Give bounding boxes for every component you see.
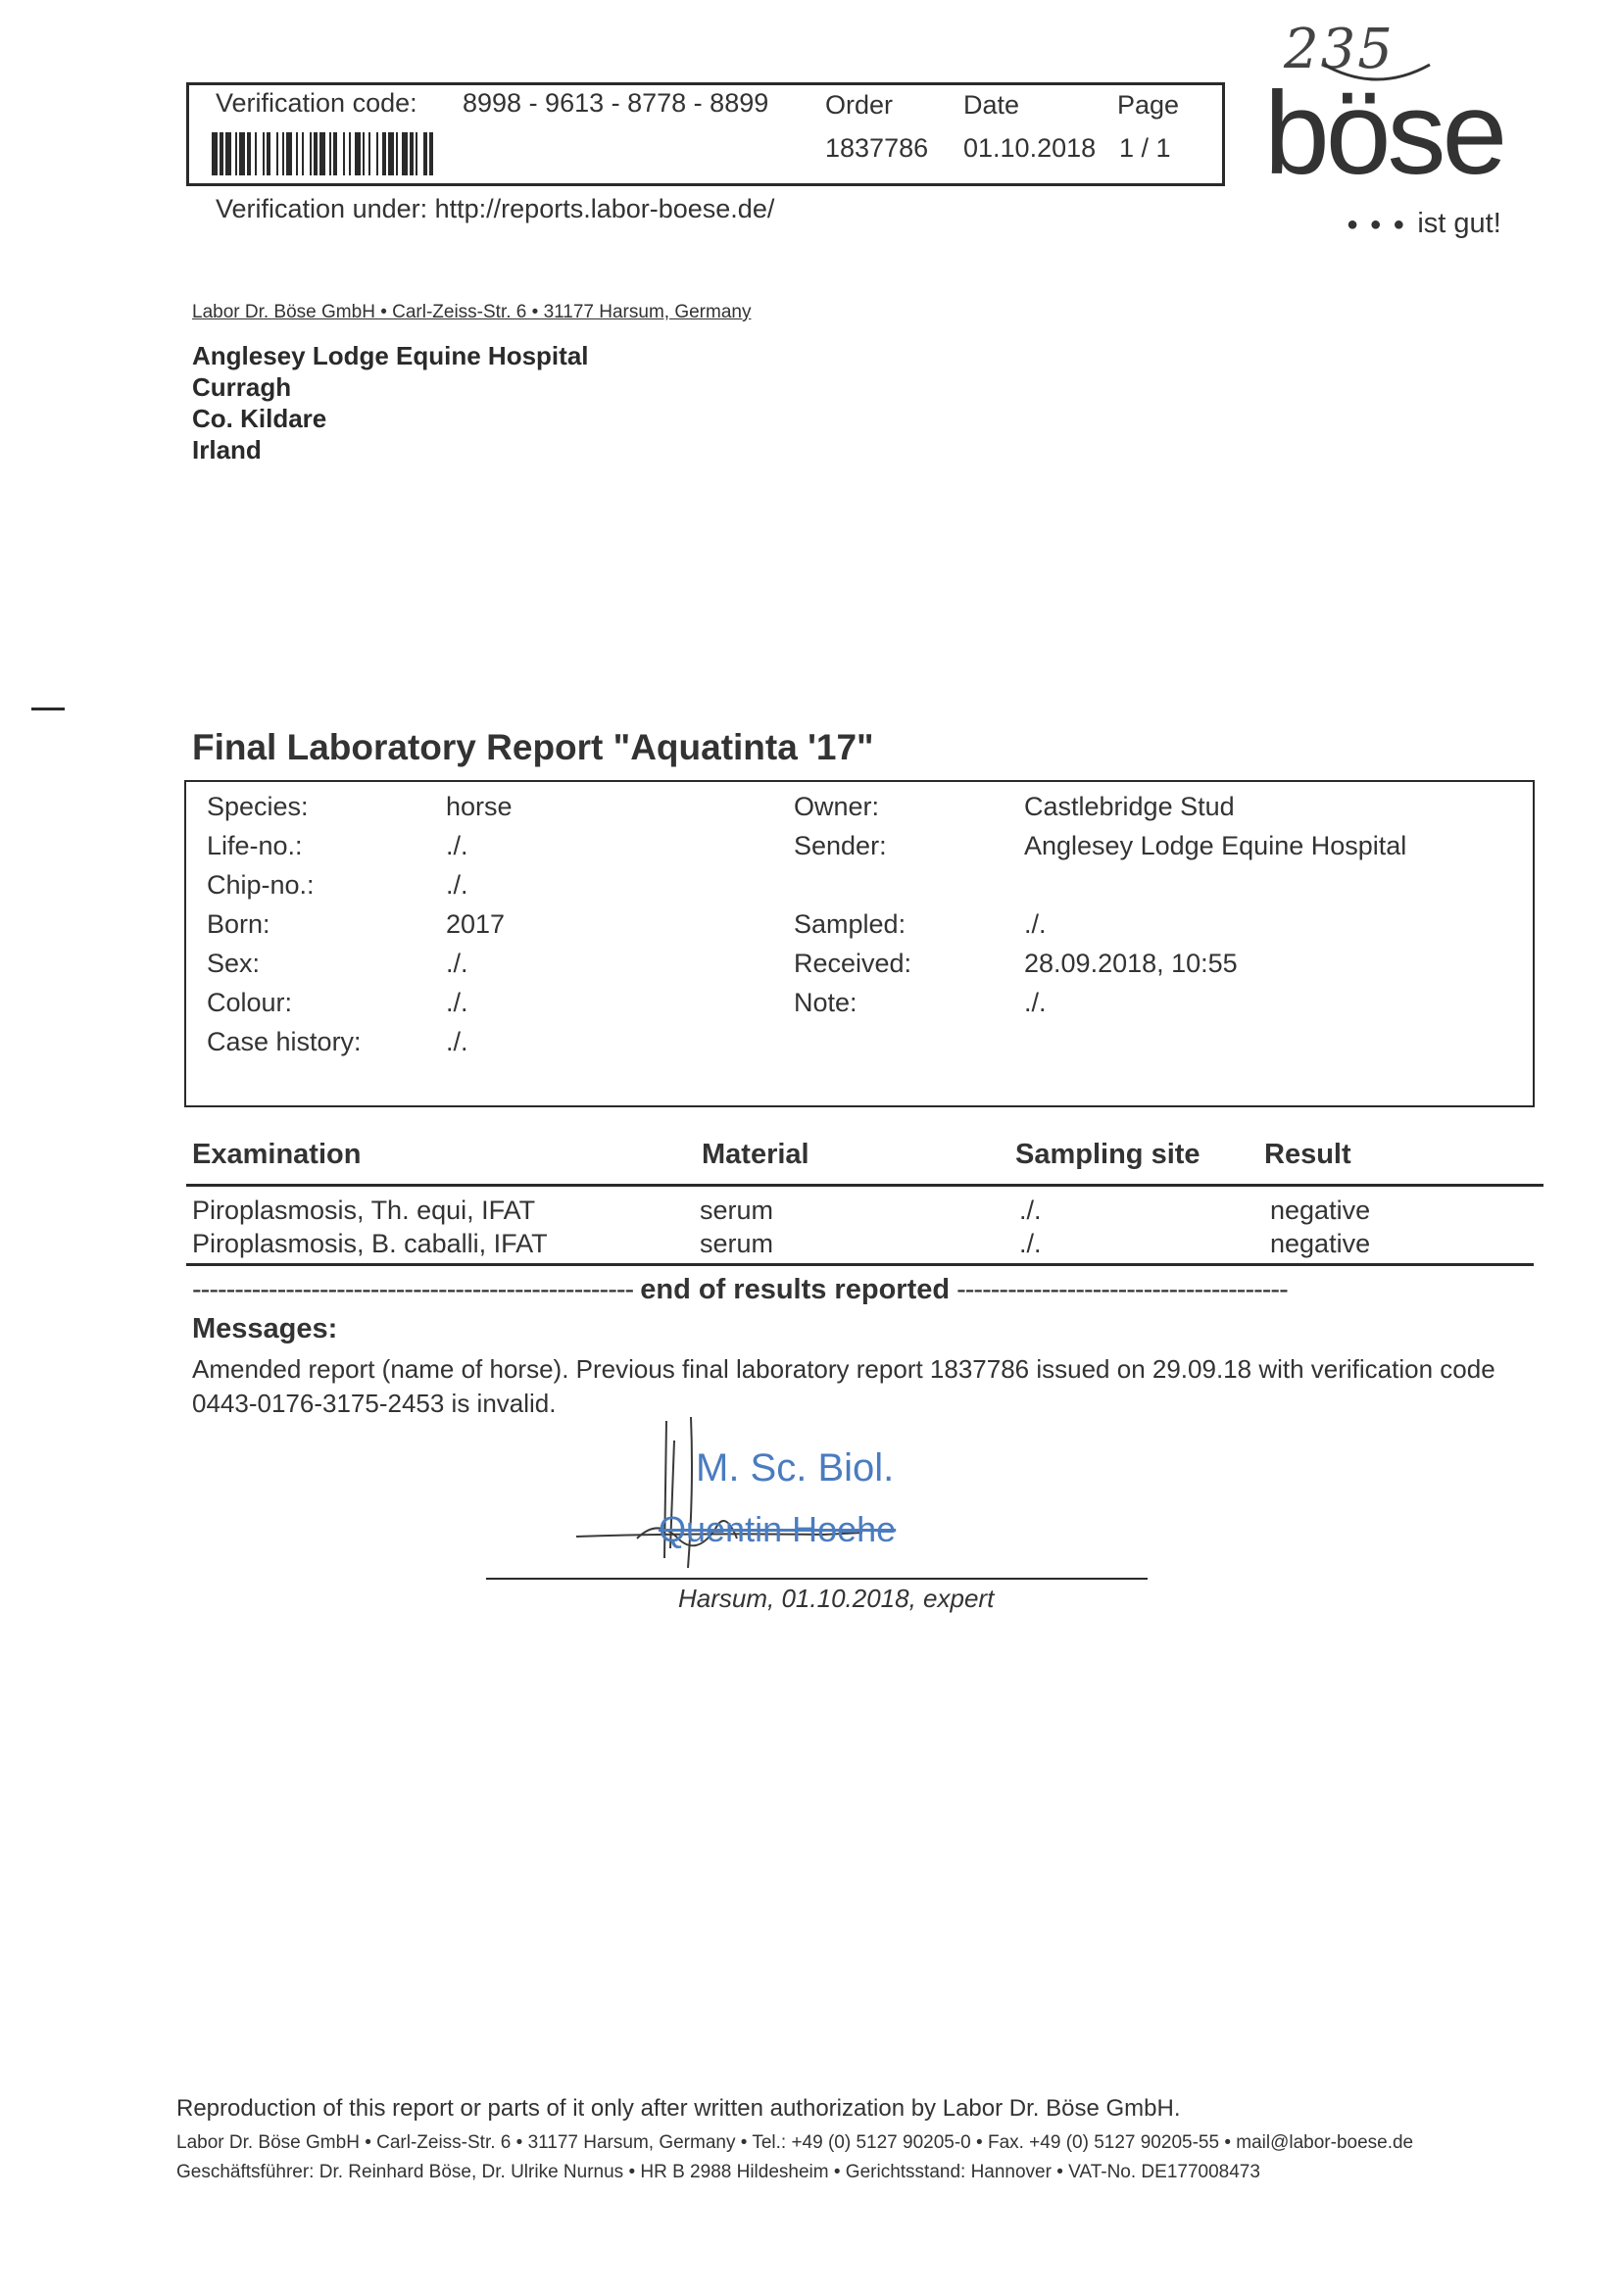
- handwritten-page-number: 235: [1284, 18, 1395, 81]
- info-label: Case history:: [207, 1027, 362, 1056]
- column-header-examination: Examination: [192, 1139, 362, 1170]
- fold-mark: [31, 708, 65, 710]
- table-cell-material: serum: [700, 1196, 774, 1225]
- animal-info-box: [184, 780, 1535, 1107]
- barcode-bar: [276, 132, 278, 175]
- info-label: Species:: [207, 792, 309, 821]
- barcode-bar: [423, 132, 427, 175]
- info-label: Received:: [794, 949, 912, 978]
- info-value: 28.09.2018, 10:55: [1024, 949, 1238, 978]
- footer-reproduction-notice: Reproduction of this report or parts of it only after written authorization by Labor Dr. Böse GmbH.: [176, 2095, 1181, 2122]
- table-cell-sampling-site: ./.: [1019, 1196, 1042, 1225]
- barcode-bar: [410, 132, 414, 175]
- column-header-result: Result: [1264, 1139, 1351, 1170]
- barcode-bar: [429, 132, 433, 175]
- recipient-name: Anglesey Lodge Equine Hospital: [192, 341, 589, 370]
- page-label: Page: [1117, 90, 1180, 120]
- table-cell-result: negative: [1270, 1229, 1371, 1258]
- date-label: Date: [963, 90, 1020, 120]
- info-label: Owner:: [794, 792, 880, 821]
- info-label: Life-no.:: [207, 831, 303, 860]
- barcode-bar: [368, 132, 370, 175]
- info-label: Chip-no.:: [207, 870, 315, 900]
- barcode-bar: [382, 132, 386, 175]
- table-cell-examination: Piroplasmosis, B. caballi, IFAT: [192, 1229, 548, 1258]
- info-value: ./.: [1024, 988, 1047, 1017]
- signature-caption: Harsum, 01.10.2018, expert: [678, 1584, 995, 1613]
- info-value: horse: [446, 792, 513, 821]
- barcode-bar: [388, 132, 394, 175]
- table-cell-result: negative: [1270, 1196, 1371, 1225]
- order-value: 1837786: [825, 133, 929, 163]
- table-top-rule: [186, 1184, 1544, 1187]
- barcode-bar: [376, 132, 378, 175]
- info-label: Note:: [794, 988, 858, 1017]
- messages-text: Amended report (name of horse). Previous final laboratory report 1837786 issued on 29.09.18 with verification code 0443-0176-3175-2453 is invalid.: [192, 1354, 1495, 1418]
- info-value: ./.: [446, 870, 468, 900]
- barcode-bar: [363, 132, 365, 175]
- barcode-graphic: [212, 132, 547, 175]
- barcode-bar: [349, 132, 351, 175]
- info-value: ./.: [446, 988, 468, 1017]
- info-value: ./.: [446, 831, 468, 860]
- barcode-bar: [255, 132, 257, 175]
- barcode-bar: [402, 132, 408, 175]
- info-value: ./.: [446, 1027, 468, 1056]
- footer-management-line: Geschäftsführer: Dr. Reinhard Böse, Dr. Ulrike Nurnus • HR B 2988 Hildesheim • Gerichtsstand: Hannover • VAT-No. DE177008473: [176, 2162, 1260, 2182]
- footer-contact-line: Labor Dr. Böse GmbH • Carl-Zeiss-Str. 6 • 31177 Harsum, Germany • Tel.: +49 (0) 5127 90205-0 • Fax. +49 (0) 5127 90205-55 • mail@labor-boese.de: [176, 2132, 1414, 2153]
- verification-code-label: Verification code:: [216, 88, 417, 118]
- barcode-bar: [282, 132, 284, 175]
- handwritten-signature-icon: [568, 1411, 980, 1578]
- recipient-line-3: Co. Kildare: [192, 404, 327, 433]
- signature-stamp-title: M. Sc. Biol.: [696, 1446, 895, 1490]
- logo-dots-icon: ● ● ●: [1347, 213, 1408, 235]
- signature-stamp-name: Quentin Hoehe: [659, 1509, 897, 1549]
- barcode-bar: [319, 132, 325, 175]
- info-value: 2017: [446, 909, 506, 939]
- table-bottom-rule: [186, 1263, 1534, 1266]
- column-header-material: Material: [702, 1139, 809, 1170]
- signature-line: [486, 1578, 1148, 1580]
- recipient-line-2: Curragh: [192, 372, 292, 402]
- messages-heading: Messages:: [192, 1313, 338, 1344]
- verification-code-value: 8998 - 9613 - 8778 - 8899: [463, 88, 769, 118]
- info-value: ./.: [446, 949, 468, 978]
- info-label: Sampled:: [794, 909, 906, 939]
- barcode-bar: [396, 132, 398, 175]
- barcode-bar: [263, 132, 265, 175]
- end-of-results-text: end of results reported: [640, 1274, 951, 1305]
- order-label: Order: [825, 90, 894, 120]
- info-label: Sex:: [207, 949, 261, 978]
- barcode-bar: [239, 132, 245, 175]
- table-cell-examination: Piroplasmosis, Th. equi, IFAT: [192, 1196, 536, 1225]
- column-header-sampling-site: Sampling site: [1015, 1139, 1200, 1170]
- recipient-country: Irland: [192, 435, 262, 464]
- info-value: Anglesey Lodge Equine Hospital: [1024, 831, 1407, 860]
- barcode-bar: [302, 132, 304, 175]
- info-value: ./.: [1024, 909, 1047, 939]
- barcode-bar: [220, 132, 223, 175]
- sender-address-line: Labor Dr. Böse GmbH • Carl-Zeiss-Str. 6 • 31177 Harsum, Germany: [192, 302, 752, 322]
- table-cell-sampling-site: ./.: [1019, 1229, 1042, 1258]
- page-value: 1 / 1: [1119, 133, 1171, 163]
- end-of-results-line: ---------------------------------------------------- end of results reported ---------------------------------------: [192, 1274, 1288, 1305]
- logo-tagline-text: ist gut!: [1417, 208, 1501, 239]
- info-label: Colour:: [207, 988, 293, 1017]
- date-value: 01.10.2018: [963, 133, 1097, 163]
- barcode-bar: [355, 132, 361, 175]
- boese-logo: böse: [1264, 68, 1504, 199]
- barcode-bar: [314, 132, 318, 175]
- barcode-bar: [267, 132, 270, 175]
- table-cell-material: serum: [700, 1229, 774, 1258]
- barcode-bar: [416, 132, 417, 175]
- barcode-bar: [343, 132, 345, 175]
- logo-tagline: [1347, 208, 1501, 240]
- barcode-bar: [329, 132, 331, 175]
- barcode-bar: [310, 132, 312, 175]
- barcode-bar: [286, 132, 292, 175]
- barcode-bar: [212, 132, 218, 175]
- report-title: Final Laboratory Report "Aquatinta '17": [192, 727, 874, 767]
- verification-url: Verification under: http://reports.labor-boese.de/: [216, 194, 775, 223]
- barcode-bar: [296, 132, 298, 175]
- barcode-bar: [247, 132, 251, 175]
- barcode-bar: [333, 132, 337, 175]
- info-label: Born:: [207, 909, 270, 939]
- barcode-bar: [225, 132, 231, 175]
- barcode-bar: [235, 132, 237, 175]
- info-label: Sender:: [794, 831, 887, 860]
- info-value: Castlebridge Stud: [1024, 792, 1235, 821]
